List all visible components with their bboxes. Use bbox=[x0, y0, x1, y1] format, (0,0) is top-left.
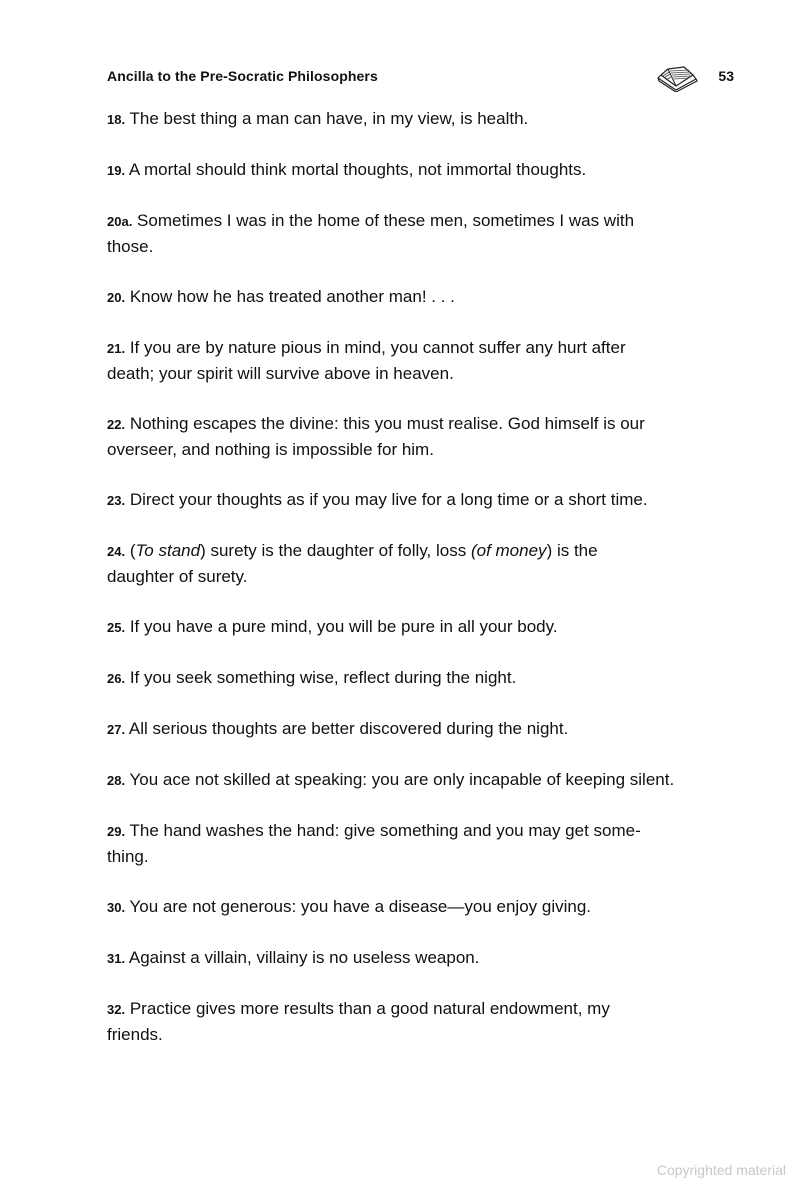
fragment-text bbox=[130, 541, 598, 560]
fragment-text: A mortal should think mortal thoughts, not immortal thoughts. bbox=[128, 160, 587, 179]
fragment-text: The hand washes the hand: give something and you may get some- bbox=[129, 821, 641, 840]
page-number: 53 bbox=[718, 68, 734, 84]
fragment-text: Direct your thoughts as if you may live for a long time or a short time. bbox=[129, 490, 648, 509]
fragment-text: If you are by nature pious in mind, you cannot suffer any hurt after bbox=[129, 338, 626, 357]
fragment-text: Know how he has treated another man! . . . bbox=[129, 287, 455, 306]
fragment-text: Sometimes I was in the home of these men, sometimes I was with bbox=[137, 211, 635, 230]
fragment-21 bbox=[107, 335, 734, 386]
fragment-number: 32. bbox=[107, 1002, 126, 1017]
fragment-18 bbox=[107, 106, 734, 132]
fragment-25 bbox=[107, 614, 734, 640]
fragment-number: 22. bbox=[107, 417, 126, 432]
fragment-number: 29. bbox=[107, 824, 126, 839]
fragment-text: The best thing a man can have, in my view, is health. bbox=[129, 109, 529, 128]
fragment-text: You are not generous: you have a disease—you enjoy giving. bbox=[129, 897, 592, 916]
fragment-27 bbox=[107, 716, 734, 742]
fragment-number: 24. bbox=[107, 544, 126, 559]
fragment-text-continued: death; your spirit will survive above in heaven. bbox=[107, 364, 454, 383]
fragment-text-continued: daughter of surety. bbox=[107, 567, 248, 586]
fragment-text-continued: those. bbox=[107, 237, 154, 256]
open-book-icon bbox=[656, 66, 698, 92]
fragment-31 bbox=[107, 945, 734, 971]
paren-open: ( bbox=[129, 541, 136, 560]
fragment-text-continued: overseer, and nothing is impossible for him. bbox=[107, 440, 434, 459]
italic-insertion: of money bbox=[476, 541, 547, 560]
fragment-number: 27. bbox=[107, 722, 126, 737]
paren-close: ) bbox=[546, 541, 553, 560]
fragment-number: 19. bbox=[107, 163, 126, 178]
fragment-number: 23. bbox=[107, 493, 126, 508]
fragment-24 bbox=[107, 538, 734, 589]
fragment-number: 18. bbox=[107, 112, 126, 127]
fragment-28 bbox=[107, 767, 734, 793]
fragment-23 bbox=[107, 487, 734, 513]
fragment-19 bbox=[107, 157, 734, 183]
fragment-number: 26. bbox=[107, 671, 126, 686]
fragment-number: 20a. bbox=[107, 214, 133, 229]
fragment-22 bbox=[107, 411, 734, 462]
paren-close: ) bbox=[200, 541, 206, 560]
fragment-32 bbox=[107, 996, 734, 1047]
page-header bbox=[107, 66, 734, 94]
fragment-number: 28. bbox=[107, 773, 126, 788]
fragment-text-continued: thing. bbox=[107, 847, 149, 866]
italic-insertion: To stand bbox=[135, 541, 201, 560]
fragment-20a bbox=[107, 208, 734, 259]
running-title: Ancilla to the Pre-Socratic Philosophers bbox=[107, 68, 378, 84]
copyright-watermark: Copyrighted material bbox=[656, 1162, 786, 1178]
fragment-text-end: is the bbox=[552, 541, 598, 560]
paren-open: ( bbox=[470, 541, 477, 560]
fragment-26 bbox=[107, 665, 734, 691]
fragment-number: 20. bbox=[107, 290, 126, 305]
fragment-number: 25. bbox=[107, 620, 126, 635]
fragment-text-continued: friends. bbox=[107, 1025, 163, 1044]
fragment-text: Nothing escapes the divine: this you must realise. God himself is our bbox=[129, 414, 645, 433]
fragment-number: 30. bbox=[107, 900, 126, 915]
fragment-text: If you seek something wise, reflect during the night. bbox=[129, 668, 517, 687]
fragment-number: 31. bbox=[107, 951, 126, 966]
fragment-list bbox=[107, 106, 734, 1072]
fragment-text: All serious thoughts are better discovered during the night. bbox=[128, 719, 569, 738]
fragment-text: You ace not skilled at speaking: you are only incapable of keeping silent. bbox=[129, 770, 675, 789]
fragment-text: Against a villain, villainy is no useless weapon. bbox=[128, 948, 480, 967]
fragment-20 bbox=[107, 284, 734, 310]
fragment-29 bbox=[107, 818, 734, 869]
fragment-text: If you have a pure mind, you will be pure in all your body. bbox=[129, 617, 558, 636]
fragment-number: 21. bbox=[107, 341, 126, 356]
fragment-text: Practice gives more results than a good natural endowment, my bbox=[129, 999, 610, 1018]
fragment-30 bbox=[107, 894, 734, 920]
fragment-text-middle: surety is the daughter of folly, loss bbox=[205, 541, 471, 560]
